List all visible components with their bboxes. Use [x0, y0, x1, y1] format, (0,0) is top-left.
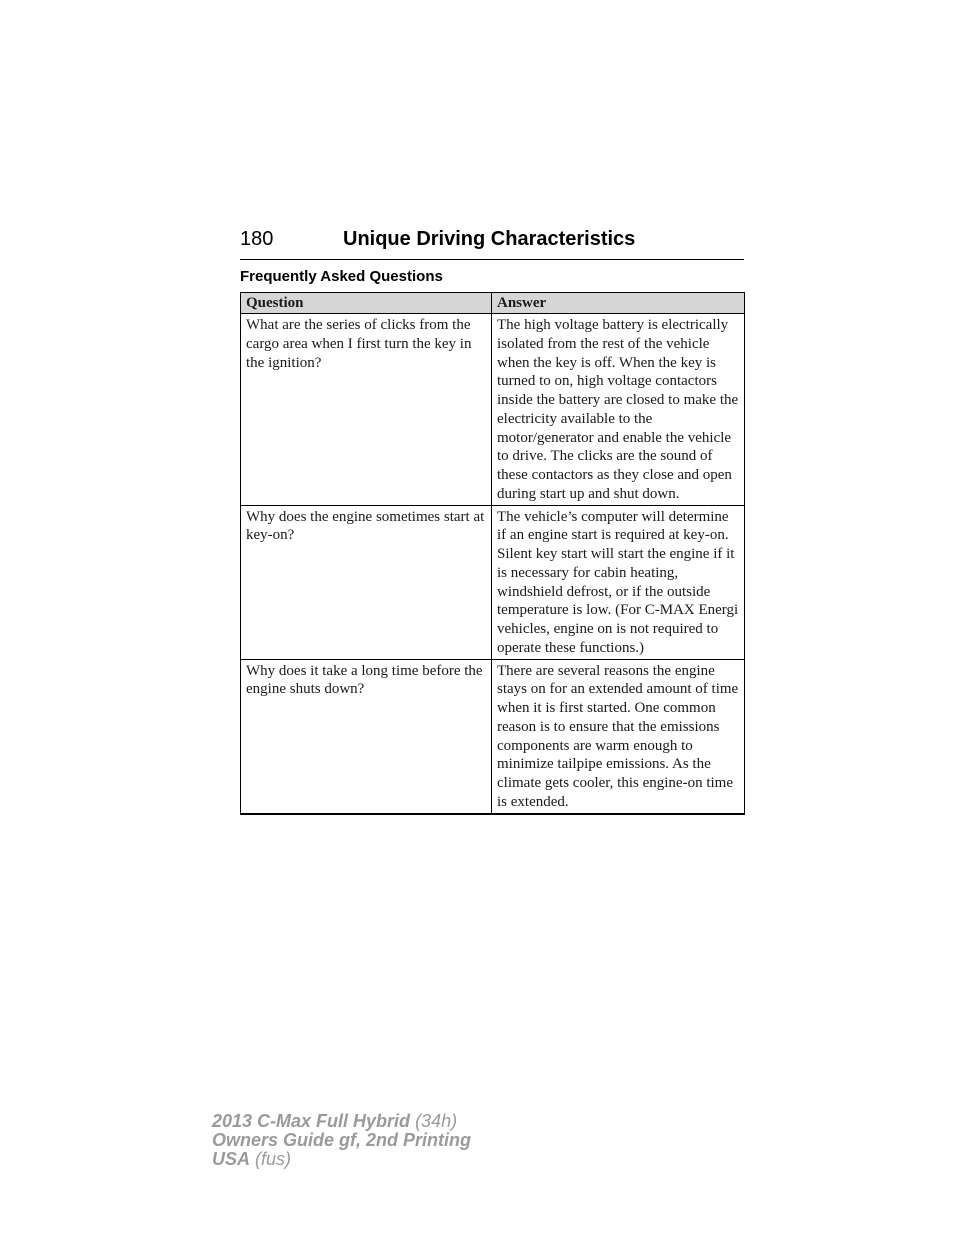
column-header-question: Question	[241, 293, 492, 314]
question-cell: What are the series of clicks from the cargo area when I first turn the key in the ignition?	[241, 314, 492, 506]
section-title: Frequently Asked Questions	[240, 268, 443, 285]
footer-line-3	[212, 1150, 471, 1169]
footer-model-code: (34h)	[410, 1111, 458, 1131]
answer-cell: There are several reasons the engine stays on for an extended amount of time when it is first started. One common reason is to ensure that the emissions components are warm enough to minimize tailpipe emissions. As the climate gets cooler, this engine-on time is extended.	[492, 659, 745, 814]
document-footer	[212, 1112, 471, 1169]
footer-line-1	[212, 1112, 471, 1131]
footer-model: 2013 C-Max Full Hybrid	[212, 1111, 411, 1131]
table-row	[241, 659, 745, 814]
page-header	[240, 226, 744, 260]
column-header-answer: Answer	[492, 293, 745, 314]
footer-line-2	[212, 1131, 471, 1150]
answer-cell: The high voltage battery is electrically isolated from the rest of the vehicle when the key is off. When the key is turned to on, high voltage contactors inside the battery are closed to make the electricity available to the motor/generator and enable the vehicle to drive. The clicks are the sound of these contactors as they close and open during start up and shut down.	[492, 314, 745, 506]
question-cell: Why does the engine sometimes start at key-on?	[241, 505, 492, 659]
footer-market: USA	[212, 1149, 251, 1169]
table-header-row	[241, 293, 745, 314]
footer-market-code: (fus)	[250, 1149, 292, 1169]
chapter-title: Unique Driving Characteristics	[343, 228, 636, 250]
question-cell: Why does it take a long time before the engine shuts down?	[241, 659, 492, 814]
table-row	[241, 314, 745, 506]
footer-guide: Owners Guide gf, 2nd Printing	[212, 1130, 472, 1150]
table-row	[241, 505, 745, 659]
answer-cell: The vehicle’s computer will determine if an engine start is required at key-on. Silent key start will start the engine if it is necessary for cabin heating, windshield defrost, or if the outside temperature is low. (For C-MAX Energi vehicles, engine on is not required to operate these functions.)	[492, 505, 745, 659]
page-number: 180	[240, 228, 274, 250]
faq-table	[240, 292, 745, 815]
